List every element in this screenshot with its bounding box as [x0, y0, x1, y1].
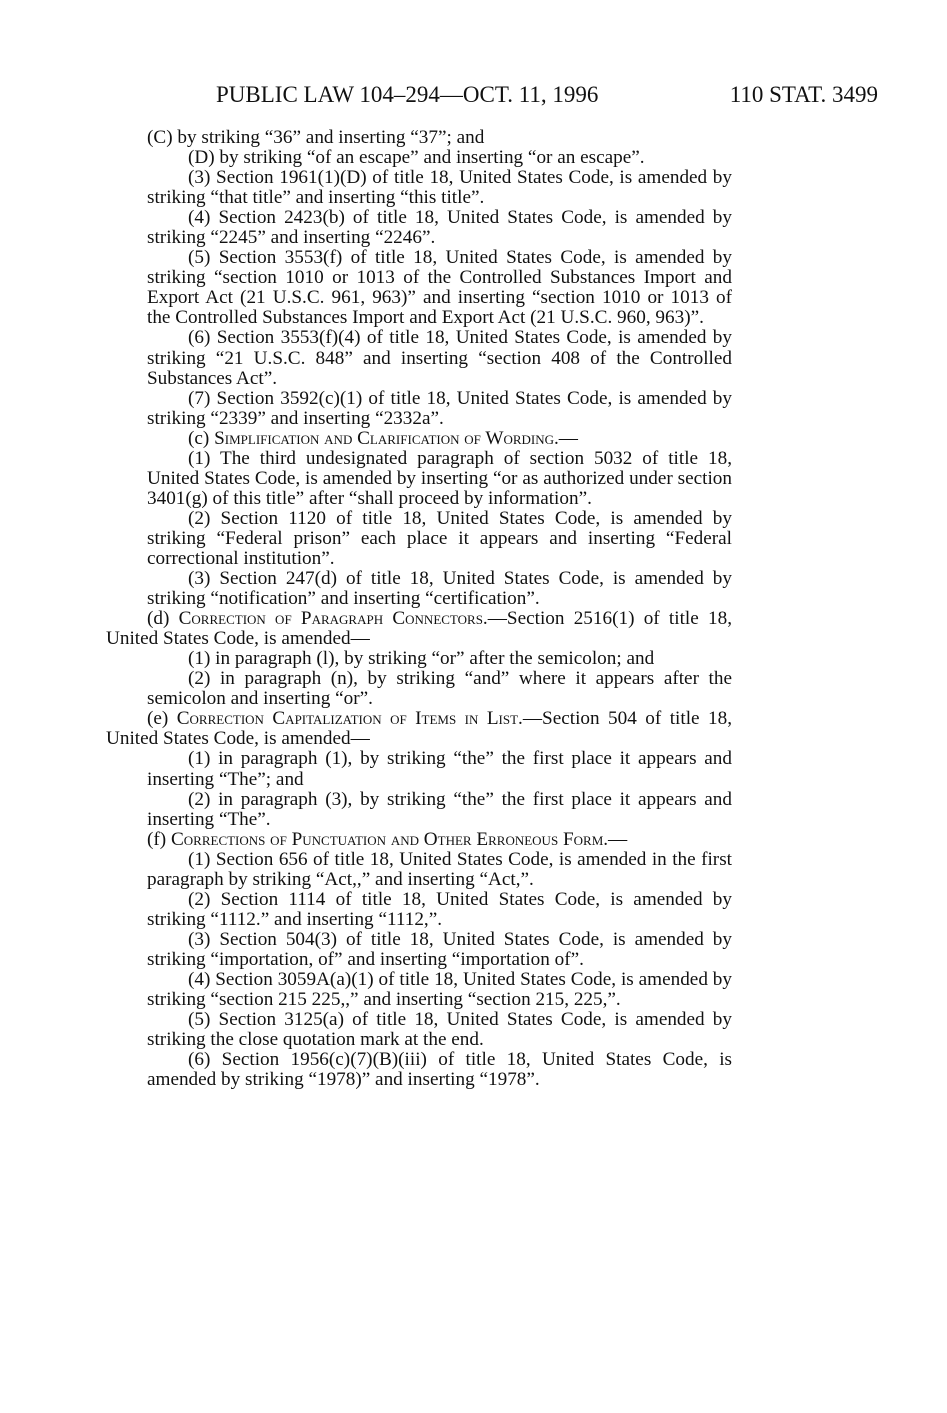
paragraph-c3: (3) Section 247(d) of title 18, United States Code, is amended by striking “notification” and inserting “certification”. [147, 568, 732, 610]
paragraph-f1: (1) Section 656 of title 18, United States Code, is amended in the first paragraph by striking “Act,,” and inserting “Act,”. [147, 848, 732, 890]
paragraph-d1: (1) in paragraph (l), by striking “or” after the semicolon; and [188, 648, 655, 670]
paragraph-4: (4) Section 2423(b) of title 18, United States Code, is amended by striking “2245” and inserting “2246”. [147, 207, 732, 249]
page-header-stat: 110 STAT. 3499 [729, 82, 878, 107]
paragraph-f5: (5) Section 3125(a) of title 18, United States Code, is amended by striking the close quotation mark at the end. [147, 1009, 732, 1051]
subsection-e-title: Correction Capitalization of Items in List. [176, 708, 523, 730]
page-header [216, 80, 878, 110]
paragraph-d-subpara: (D) by striking “of an escape” and inserting “or an escape”. [188, 147, 645, 169]
paragraph-c1: (1) The third undesignated paragraph of section 5032 of title 18, United States Code, is amended by inserting “or as authorized under section 3401(g) of this title” after “shall proceed by information”. [147, 447, 732, 509]
document-body [106, 128, 732, 1090]
paragraph-f4: (4) Section 3059A(a)(1) of title 18, United States Code, is amended by striking “section 215 225,,” and inserting “section 215, 225,”. [147, 968, 732, 1011]
paragraph-d2: (2) in paragraph (n), by striking “and” where it appears after the semicolon and inserting “or”. [147, 668, 732, 710]
subsection-c-title: Simplification and Clarification of Wording.— [214, 427, 578, 449]
subsection-d-title: Correction of Paragraph Connectors. [178, 608, 488, 630]
paragraph-f3: (3) Section 504(3) of title 18, United States Code, is amended by striking “importation, of” and inserting “importation of”. [147, 928, 732, 970]
subsection-d-text: —Section 2516(1) of title 18, United States Code, is amended— [106, 608, 732, 650]
paragraph-f2: (2) Section 1114 of title 18, United States Code, is amended by striking “1112.” and inserting “1112,”. [147, 888, 732, 930]
paragraph-6: (6) Section 3553(f)(4) of title 18, United States Code, is amended by striking “21 U.S.C. 848” and inserting “section 408 of the Controlled Substances Act”. [147, 327, 732, 389]
paragraph-f6: (6) Section 1956(c)(7)(B)(iii) of title 18, United States Code, is amended by striking “1978)” and inserting “1978”. [147, 1049, 732, 1091]
paragraph-e2: (2) in paragraph (3), by striking “the” the first place it appears and inserting “The”. [147, 788, 732, 830]
paragraph-7: (7) Section 3592(c)(1) of title 18, United States Code, is amended by striking “2339” and inserting “2332a”. [147, 387, 732, 429]
subsection-f-heading: (f) Corrections of Punctuation and Other Erroneous Form.— [147, 828, 628, 850]
paragraph-5: (5) Section 3553(f) of title 18, United States Code, is amended by striking “section 1010 or 1013 of the Controlled Substances Import and Export Act (21 U.S.C. 961, 963)” and inserting “section 1010 or 1013 of the Controlled Substances Import and Export Act (21 U.S.C. 960, 963)”. [147, 247, 732, 329]
paragraph-c2: (2) Section 1120 of title 18, United States Code, is amended by striking “Federal prison” each place it appears and inserting “Federal correctional institution”. [147, 507, 732, 569]
paragraph-e1: (1) in paragraph (1), by striking “the” the first place it appears and inserting “The”; and [147, 748, 732, 790]
paragraph-c-subpara: (C) by striking “36” and inserting “37”; and [147, 127, 485, 148]
page-header-title: PUBLIC LAW 104–294—OCT. 11, 1996 [216, 82, 599, 107]
subsection-e-heading: (e) Correction Capitalization of Items in List.—Section 504 of title 18, United States Code, is amended— [106, 708, 732, 750]
subsection-c-heading: (c) Simplification and Clarification of Wording.— [188, 427, 578, 449]
subsection-d-heading: (d) Correction of Paragraph Connectors.—Section 2516(1) of title 18, United States Code, is amended— [106, 608, 732, 650]
subsection-f-title: Corrections of Punctuation and Other Erroneous Form.— [170, 828, 628, 850]
paragraph-3: (3) Section 1961(1)(D) of title 18, United States Code, is amended by striking “that title” and inserting “this title”. [147, 167, 732, 209]
subsection-e-text: —Section 504 of title 18, United States Code, is amended— [106, 708, 732, 750]
